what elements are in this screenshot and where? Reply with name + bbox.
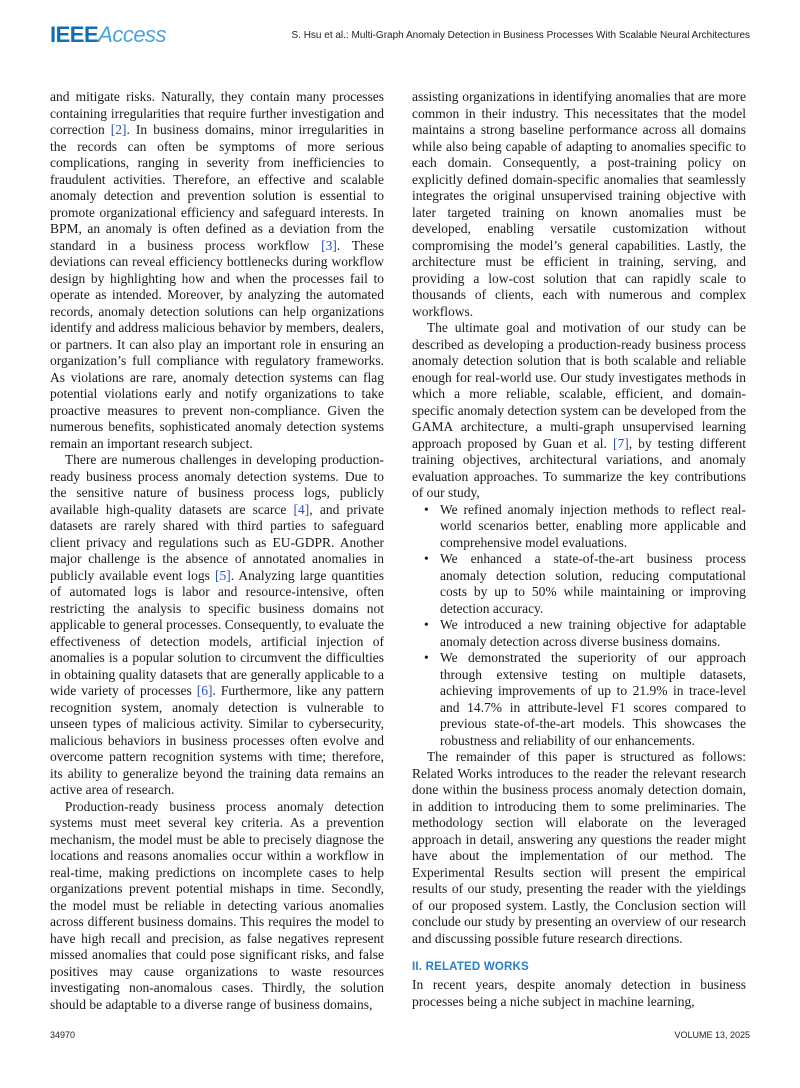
- citation-link[interactable]: [3]: [321, 237, 337, 253]
- right-column: [412, 89, 746, 1010]
- bullet-icon: •: [424, 501, 429, 517]
- list-item: [412, 502, 746, 552]
- paragraph: [412, 320, 746, 502]
- logo-access-text: Access: [98, 22, 167, 47]
- section-heading: II. RELATED WORKS: [412, 961, 529, 973]
- list-item-text: We enhanced a state-of-the-art business process anomaly detection solution, reducing computational costs by up to 50% while maintaining or improving detection accuracy.: [440, 551, 746, 616]
- list-item-text: We introduced a new training objective for adaptable anomaly detection across diverse business domains.: [440, 617, 746, 649]
- citation-link[interactable]: [5]: [214, 567, 231, 583]
- logo-ieee-text: IEEE: [50, 22, 99, 47]
- paragraph: [50, 89, 384, 452]
- text-run: . Analyzing large quantities of automated logs is labor and resource-intensive, often restricting the analysis to specific business domains not applicable to general processes. Consequently, to evaluate the effectiveness of detection models, artificial injection of anomalies is a popular solution to circumvent the difficulties in obtaining quality datasets that are generally applicable to a wide variety of processes: [50, 567, 385, 698]
- list-item: [412, 551, 746, 617]
- text-run: . In business domains, minor irregularities in the records can often be symptoms of more serious complications, ranging in severity from inefficiencies to fraudulent activities. Therefore, an effective and scalable anomaly detection and prevention solution is essential to promote organizational efficiency and safeguard interests. In BPM, an anomaly is often defined as a deviation from the standard in a business process workflow: [50, 122, 384, 253]
- list-item-text: We refined anomaly injection methods to reflect real-world scenarios better, enabling more applicable and comprehensive model evaluations.: [440, 501, 746, 550]
- left-column: [50, 89, 384, 1013]
- text-run: . These deviations can reveal efficiency bottlenecks during workflow design by highlighting how and when the processes fail to operate as intended. Moreover, by analyzing the automated records, anomaly detection solutions can help organizations identify and address malicious behavior by members, dealers, or partners. It can also play an important role in ensuring an organization’s full compliance with regulatory frameworks. As violations are rare, anomaly detection systems can flag potential violations early and notify organizations to take proactive measures to prevent non-compliance. Given the numerous benefits, sophisticated anomaly detection systems remain an important research subject.: [50, 237, 384, 451]
- text-run: There are numerous challenges in developing production-ready business process anomaly detection systems. Due to the sensitive nature of business process logs, publicly available high-quality datasets are scarce: [50, 452, 384, 517]
- text-run: and mitigate risks. Naturally, they contain many processes containing irregularities that require further investigation and correction: [50, 89, 384, 137]
- running-head: S. Hsu et al.: Multi-Graph Anomaly Detection in Business Processes With Scalable Neural Architectures: [291, 30, 750, 41]
- contributions-list: [412, 502, 746, 750]
- paragraph: The remainder of this paper is structured as follows: Related Works introduces to the reader the relevant research done within the business process anomaly detection domain, in addition to introducing them to some preliminaries. The methodology section will elaborate on the leveraged approach in detail, answering any questions the reader might have about the implementation of our method. The Experimental Results section will present the empirical results of our study, presenting the reader with the yieldings of our proposed system. Lastly, the Conclusion section will conclude our study by presenting an overview of our research and discussing possible future research directions.: [412, 749, 746, 946]
- page-footer: [50, 1030, 750, 1044]
- list-item-text: We demonstrated the superiority of our approach through extensive testing on multiple datasets, achieving improvements of up to 21.9% in trace-level and 14.7% in attribute-level F1 scores compared to previous state-of-the-art models. This showcases the robustness and reliability of our enhancements.: [440, 650, 746, 748]
- paragraph: [50, 452, 384, 799]
- citation-link[interactable]: [2]: [110, 122, 127, 137]
- bullet-icon: •: [424, 551, 429, 566]
- volume-label: VOLUME 13, 2025: [674, 1030, 750, 1040]
- list-item: [412, 650, 746, 749]
- citation-link[interactable]: [4]: [293, 501, 310, 517]
- bullet-icon: •: [424, 617, 429, 632]
- ieee-access-logo: [50, 22, 166, 48]
- bullet-icon: •: [424, 650, 429, 665]
- text-run: , and private datasets are rarely shared with third parties to safeguard client privacy and regulations such as EU-GDPR. Another major challenge is the absence of annotated anomalies in publicly available event logs: [50, 501, 384, 583]
- page-header: [50, 22, 750, 50]
- text-run: . Furthermore, like any pattern recognition system, anomaly detection is vulnerable to unseen types of malicious activity. Similar to cybersecurity, malicious behaviors in business processes often evolve and overcome pattern recognition systems with time; therefore, its ability to generalize beyond the training data remains an active area of research.: [50, 683, 384, 797]
- paragraph: assisting organizations in identifying anomalies that are more common in their industry. This necessitates that the model maintains a strong baseline performance across all domains while also being capable of adapting to anomalies specific to each domain. Consequently, a post-training policy on explicitly defined domain-specific anomalies that seamlessly integrates the original unsupervised training objective with later targeted training on known anomalies must be developed, enabling versatile customization without compromising the model’s general capabilities. Lastly, the architecture must be efficient in training, serving, and providing a low-cost solution that can rapidly scale to thousands of clients, each with numerous and complex workflows.: [412, 89, 746, 319]
- page-number: 34970: [50, 1030, 76, 1040]
- citation-link[interactable]: [6]: [196, 683, 213, 698]
- citation-link[interactable]: [7]: [612, 435, 629, 451]
- text-run: The ultimate goal and motivation of our study can be described as developing a production-ready business process anomaly detection solution that is both scalable and reliable enough for real-world use. Our study investigates methods in which a more reliable, scalable, efficient, and domain-specific anomaly detection system can be developed from the GAMA architecture, a multi-graph unsupervised learning approach proposed by Guan et al.: [412, 320, 746, 451]
- list-item: [412, 617, 746, 650]
- paragraph: Production-ready business process anomaly detection systems must meet several key criteria. As a prevention mechanism, the model must be able to precisely diagnose the locations and reasons anomalies occur within a workflow in real-time, making predictions on incomplete cases to help organizations prevent potential mishaps in time. Secondly, the model must be reliable in detecting various anomalies across different business domains. This requires the model to have high recall and precision, as false negatives represent missed anomalies that could pose significant risks, and false positives may cause organizations to waste resources investigating non-anomalous cases. Thirdly, the solution should be adaptable to a diverse range of business domains,: [50, 798, 384, 1012]
- text-run: , by testing different training objectives, architectural variations, and anomaly evaluation approaches. To summarize the key contributions of our study,: [412, 435, 746, 500]
- paragraph: In recent years, despite anomaly detection in business processes being a niche subject in machine learning,: [412, 977, 746, 1009]
